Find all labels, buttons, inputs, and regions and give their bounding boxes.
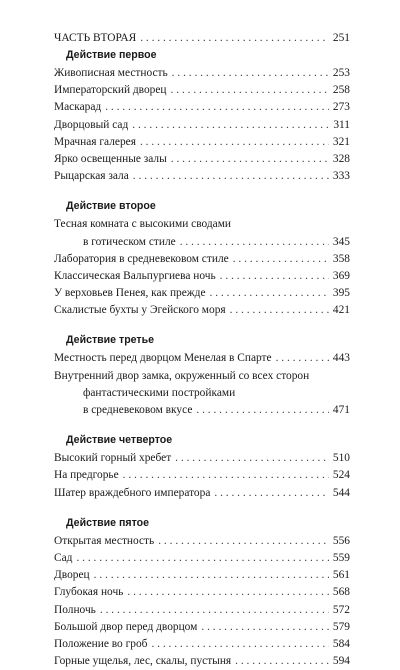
toc-entry-title: в средневековом вкусе xyxy=(83,404,193,416)
toc-page-number: 369 xyxy=(332,269,350,282)
act-section xyxy=(54,516,350,670)
dot-leader xyxy=(214,485,329,502)
toc-page-number: 258 xyxy=(332,84,350,97)
part-heading xyxy=(54,30,350,47)
toc-page-number: 471 xyxy=(332,404,350,416)
act-section xyxy=(54,433,350,502)
toc-entry-title: в готическом стиле xyxy=(83,235,176,248)
toc-entry[interactable] xyxy=(54,450,350,467)
toc-page-number: 345 xyxy=(332,235,350,248)
toc-entry-title: Дворец xyxy=(54,569,90,582)
dot-leader xyxy=(220,268,329,285)
toc-page-number: 421 xyxy=(332,304,350,317)
dot-leader xyxy=(100,602,329,619)
toc-page-number: 579 xyxy=(332,620,350,633)
toc-entry-title: Дворцовый сад xyxy=(54,118,129,131)
toc-entry-title: Большой двор перед дворцом xyxy=(54,620,198,633)
toc-entry-title: Положение во гроб xyxy=(54,637,148,650)
toc-entry[interactable] xyxy=(54,151,350,168)
dot-leader xyxy=(196,402,329,419)
dot-leader xyxy=(158,533,329,550)
toc-entry[interactable] xyxy=(54,653,350,670)
toc-entry-title: У верховьев Пенея, как прежде xyxy=(54,287,206,300)
dot-leader xyxy=(235,653,329,670)
dot-leader xyxy=(76,550,328,567)
toc-entry[interactable] xyxy=(54,134,350,151)
toc-entry-title: Скалистые бухты у Эгейского моря xyxy=(54,304,226,317)
toc-entry-line: Тесная комната с высокими сводами xyxy=(54,218,232,231)
toc-page-number: 559 xyxy=(332,551,350,564)
toc-entry[interactable] xyxy=(54,584,350,601)
dot-leader xyxy=(133,168,329,185)
toc-page-number: 311 xyxy=(333,118,350,131)
part-page-number: 251 xyxy=(332,32,350,44)
toc-page-number: 358 xyxy=(332,252,350,265)
dot-leader xyxy=(171,151,329,168)
toc-page-number: 510 xyxy=(332,452,350,465)
act-section xyxy=(54,333,350,419)
toc-page-number: 544 xyxy=(332,486,350,499)
toc-entry-title: Шатер враждебного императора xyxy=(54,486,211,499)
toc-entry-title: Сад xyxy=(54,551,73,564)
toc-entry[interactable] xyxy=(54,467,350,484)
dot-leader xyxy=(201,619,329,636)
toc-entry[interactable] xyxy=(54,550,350,567)
acts-list xyxy=(54,48,350,670)
act-title: Действие третье xyxy=(66,334,155,347)
toc-entry-title: Живописная местность xyxy=(54,67,168,79)
toc-page-number: 333 xyxy=(332,170,350,183)
toc-entry-line: фантастическими постройками xyxy=(83,386,236,399)
dot-leader xyxy=(230,302,329,319)
toc-entry[interactable] xyxy=(54,99,350,116)
dot-leader xyxy=(132,117,329,134)
toc-page-number: 321 xyxy=(332,135,350,148)
toc-page-number: 594 xyxy=(332,655,350,668)
toc-entry[interactable] xyxy=(54,168,350,185)
dot-leader xyxy=(171,82,329,99)
toc-page-number: 584 xyxy=(332,637,350,650)
dot-leader xyxy=(127,584,329,601)
toc-entry-title: Императорский дворец xyxy=(54,84,167,97)
toc-entry[interactable] xyxy=(54,82,350,99)
toc-entry-title: Местность перед дворцом Менелая в Спарте xyxy=(54,352,272,365)
toc-entry[interactable] xyxy=(54,65,350,82)
toc-page-number: 328 xyxy=(332,152,350,165)
dot-leader xyxy=(180,234,329,251)
dot-leader xyxy=(175,450,329,467)
toc-page-number: 524 xyxy=(332,469,350,482)
dot-leader xyxy=(94,567,329,584)
toc-entry-title: Открытая местность xyxy=(54,534,155,547)
toc-entry[interactable] xyxy=(54,268,350,285)
toc-entry[interactable] xyxy=(54,567,350,584)
dot-leader xyxy=(210,285,329,302)
act-section xyxy=(54,48,350,185)
toc-entry-title: На предгорье xyxy=(54,469,119,482)
toc-entry-title: Классическая Вальпургиева ночь xyxy=(54,269,216,282)
toc-entry[interactable] xyxy=(54,636,350,653)
dot-leader xyxy=(140,134,329,151)
toc-entry[interactable] xyxy=(54,234,350,251)
toc-entry[interactable] xyxy=(54,619,350,636)
act-title: Действие четвертое xyxy=(66,434,173,447)
toc-entry[interactable] xyxy=(54,533,350,550)
dot-leader xyxy=(276,350,329,367)
toc-entry[interactable] xyxy=(54,402,350,419)
toc-entry[interactable] xyxy=(54,117,350,134)
toc-entry[interactable] xyxy=(54,602,350,619)
part-title: ЧАСТЬ ВТОРАЯ xyxy=(54,32,137,44)
dot-leader xyxy=(172,65,329,82)
toc-entry-title: Полночь xyxy=(54,603,96,616)
toc-page-number: 572 xyxy=(332,603,350,616)
toc-page-number: 561 xyxy=(332,569,350,582)
toc-entry-title: Ярко освещенные залы xyxy=(54,152,167,165)
toc-entry-title: Лаборатория в средневековом стиле xyxy=(54,252,229,265)
toc-entry-title: Глубокая ночь xyxy=(54,586,124,599)
toc-entry-title: Рыцарская зала xyxy=(54,170,129,183)
toc-page-number: 273 xyxy=(332,101,350,114)
toc-page-number: 556 xyxy=(332,534,350,547)
toc-entry-title: Мрачная галерея xyxy=(54,135,136,148)
toc-entry[interactable] xyxy=(54,350,350,367)
toc-entry[interactable] xyxy=(54,302,350,319)
act-title: Действие первое xyxy=(66,49,157,61)
toc-entry-line: Внутренний двор замка, окруженный со всех сторон xyxy=(54,369,310,382)
dot-leader xyxy=(105,99,329,116)
act-title: Действие второе xyxy=(66,200,156,213)
toc-page-number: 568 xyxy=(332,586,350,599)
dot-leader xyxy=(233,251,329,268)
toc-page-number: 253 xyxy=(332,67,350,79)
toc-entry[interactable] xyxy=(54,485,350,502)
dot-leader xyxy=(140,30,329,47)
toc-entry[interactable] xyxy=(54,285,350,302)
toc-entry-title: Горные ущелья, лес, скалы, пустыня xyxy=(54,655,232,668)
dot-leader xyxy=(123,467,329,484)
act-section xyxy=(54,199,350,319)
dot-leader xyxy=(151,636,328,653)
act-title: Действие пятое xyxy=(66,516,150,529)
toc-page-number: 443 xyxy=(332,352,350,365)
toc-entry-title: Высокий горный хребет xyxy=(54,452,172,465)
toc-page-number: 395 xyxy=(332,287,350,300)
table-of-contents xyxy=(54,30,350,670)
toc-entry[interactable] xyxy=(54,251,350,268)
toc-entry-title: Маскарад xyxy=(54,101,102,114)
